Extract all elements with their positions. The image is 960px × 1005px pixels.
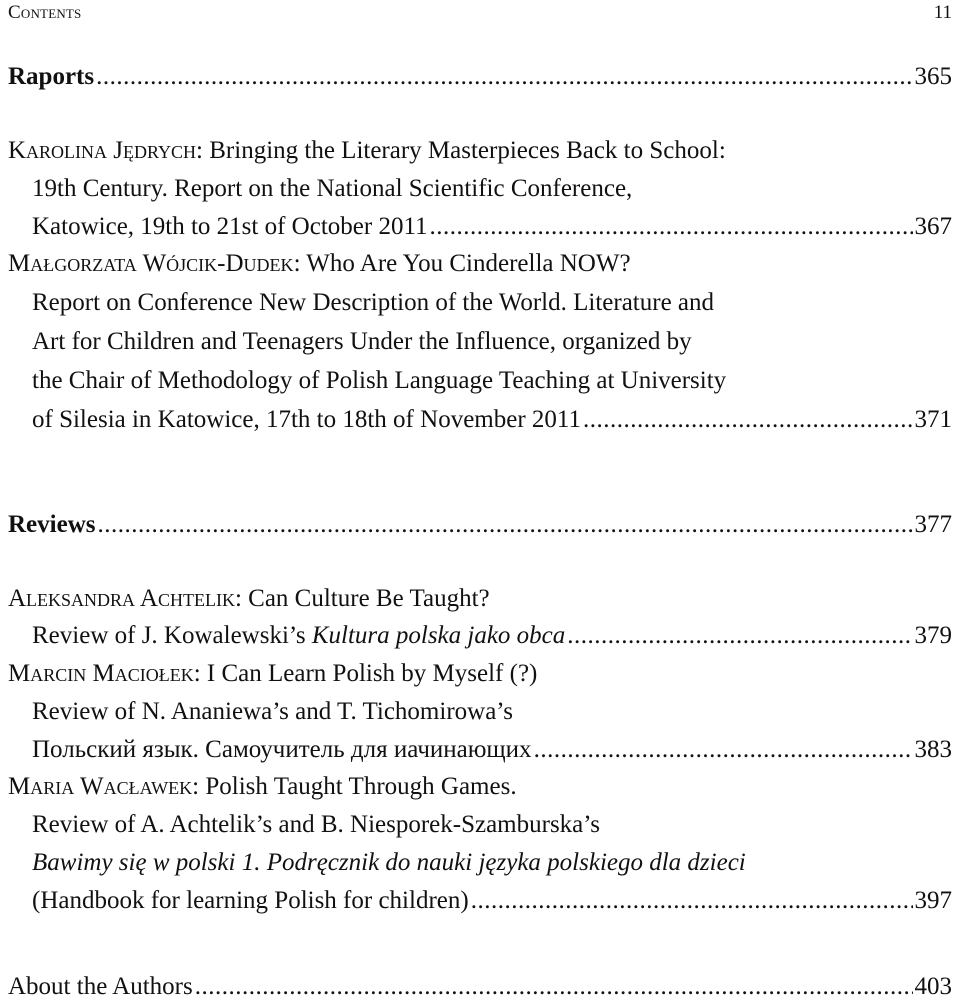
toc-entry-jedrych-line2: 19th Century. Report on the National Scientific Conference, (32, 175, 633, 202)
toc-entry-wojcik-title (8, 245, 952, 283)
toc-about-authors[interactable] (8, 970, 952, 1004)
author-name: Karolina Jędrych (8, 137, 197, 164)
author-name: Małgorzata Wójcik-Dudek (8, 250, 294, 277)
entry-text: Katowice, 19th to 21st of October 2011 (32, 213, 428, 240)
running-title: Contents (8, 2, 82, 23)
page-ref: 367 (914, 213, 952, 240)
section-heading: Reviews (8, 511, 96, 538)
entry-text: Польский язык. Самоучитель для иачинающих (32, 736, 532, 763)
page-header (8, 2, 952, 28)
entry-text: of Silesia in Katowice, 17th to 18th of November 2011 (32, 406, 581, 433)
page-number: 11 (933, 2, 952, 23)
entry-title: : Can Culture Be Taught? (234, 585, 490, 612)
entry-text (32, 617, 565, 655)
entry-text: About the Authors (8, 973, 193, 1000)
dot-leader (583, 401, 913, 439)
entry-title: : Bringing the Literary Masterpieces Back to School: (196, 137, 726, 164)
entry-title: : Polish Taught Through Games. (192, 773, 517, 800)
dot-leader (430, 208, 913, 246)
dot-leader (534, 731, 913, 769)
page-ref: 403 (914, 973, 952, 1000)
toc-entry-wojcik-line2: Report on Conference New Description of the World. Literature and (32, 289, 715, 316)
toc-entry-waclawek-title (8, 768, 952, 806)
toc-entry-wojcik-line3: Art for Children and Teenagers Under the Influence, organized by (32, 328, 692, 355)
page-ref: 397 (914, 887, 952, 914)
book-title: Kultura polska jako obca (311, 622, 566, 649)
page-ref: 379 (914, 622, 952, 649)
dot-leader (567, 617, 912, 655)
toc-entry-wojcik-line4: the Chair of Methodology of Polish Language Teaching at University (32, 367, 727, 394)
toc-entry-achtelik-title (8, 580, 952, 618)
toc-section-raports[interactable] (8, 58, 952, 96)
toc-entry-maciolek-line3[interactable] (32, 731, 952, 769)
page-ref: 371 (914, 406, 952, 433)
author-name: Maria Wacławek (8, 773, 193, 800)
author-name: Marcin Maciołek (8, 660, 194, 687)
toc-section-reviews[interactable] (8, 506, 952, 544)
toc-entry-jedrych-line3[interactable] (32, 208, 952, 246)
entry-title: : I Can Learn Polish by Myself (?) (193, 660, 538, 687)
toc-entry-waclawek-line2: Review of A. Achtelik’s and B. Niesporek-Szamburska’s (32, 811, 600, 838)
review-prefix: Review of J. Kowalewski’s (32, 622, 312, 649)
author-name: Aleksandra Achtelik (8, 585, 235, 612)
dot-leader (97, 506, 912, 544)
toc-entry-jedrych-title (8, 132, 952, 170)
dot-leader (96, 58, 912, 96)
toc-entry-achtelik-line2[interactable] (32, 617, 952, 655)
entry-title: : Who Are You Cinderella NOW? (293, 250, 631, 277)
entry-text: (Handbook for learning Polish for children) (32, 887, 469, 914)
toc-entry-maciolek-title (8, 655, 952, 693)
toc-entry-wojcik-line5[interactable] (32, 401, 952, 439)
toc-entry-waclawek-line4[interactable] (32, 882, 952, 920)
section-heading: Raports (8, 63, 95, 90)
toc-entry-waclawek-line3: Bawimy się w polski 1. Podręcznik do nauki języka polskiego dla dzieci (32, 849, 746, 876)
page-ref: 383 (914, 736, 952, 763)
dot-leader (471, 882, 913, 920)
page-ref: 365 (914, 63, 952, 90)
dot-leader (195, 970, 913, 1004)
toc-entry-maciolek-line2: Review of N. Ananiewa’s and T. Tichomirowa’s (32, 698, 513, 725)
page-ref: 377 (914, 511, 952, 538)
